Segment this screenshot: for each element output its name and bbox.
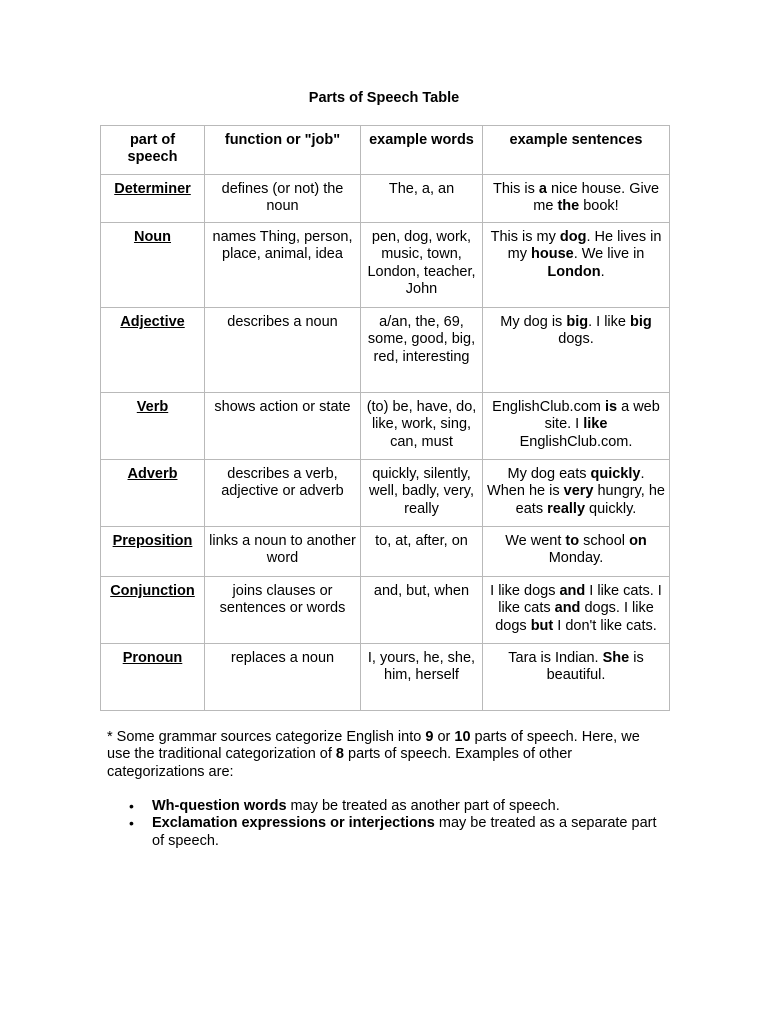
part-name: Pronoun [101,644,205,711]
list-item [107,798,667,815]
footnote: * Some grammar sources categorize English into 9 or 10 parts of speech. Here, we use the traditional categorization of 8 parts of speech. Examples of other categorizations are: [107,729,640,780]
part-name: Preposition [101,527,205,577]
parts-of-speech-table [100,125,670,711]
example-words: I, yours, he, she, him, herself [361,644,483,711]
example-sentence: I like dogs and I like cats. I like cats and dogs. I like dogs but I don't like cats. [483,577,670,644]
example-words: pen, dog, work, music, town, London, teacher, John [361,223,483,308]
table-row [101,308,670,393]
part-function: describes a verb, adjective or adverb [205,460,361,527]
part-name: Adverb [101,460,205,527]
example-sentence: My dog eats quickly. When he is very hungry, he eats really quickly. [483,460,670,527]
example-sentence: We went to school on Monday. [483,527,670,577]
header-example-words: example words [361,126,483,175]
example-words: (to) be, have, do, like, work, sing, can, must [361,393,483,460]
part-function: links a noun to another word [205,527,361,577]
header-example-sentences: example sentences [483,126,670,175]
part-name: Adjective [101,308,205,393]
table-row [101,577,670,644]
list-item-text: Exclamation expressions or interjections may be treated as a separate part of speech. [152,815,657,849]
part-function: defines (or not) the noun [205,175,361,223]
example-words: a/an, the, 69, some, good, big, red, interesting [361,308,483,393]
table-header-row [101,126,670,175]
example-words: quickly, silently, well, badly, very, really [361,460,483,527]
table-row [101,460,670,527]
table-row [101,644,670,711]
example-sentence: My dog is big. I like big dogs. [483,308,670,393]
example-words: and, but, when [361,577,483,644]
part-name: Conjunction [101,577,205,644]
part-name: Determiner [101,175,205,223]
bullet-icon: • [129,798,134,814]
example-words: to, at, after, on [361,527,483,577]
header-function: function or "job" [205,126,361,175]
part-function: describes a noun [205,308,361,393]
part-function: shows action or state [205,393,361,460]
part-name: Noun [101,223,205,308]
bullet-list [107,798,667,850]
part-function: replaces a noun [205,644,361,711]
part-function: joins clauses or sentences or words [205,577,361,644]
part-function: names Thing, person, place, animal, idea [205,223,361,308]
example-sentence: EnglishClub.com is a web site. I like EnglishClub.com. [483,393,670,460]
list-item [107,815,667,850]
example-sentence: Tara is Indian. She is beautiful. [483,644,670,711]
part-name: Verb [101,393,205,460]
example-sentence: This is a nice house. Give me the book! [483,175,670,223]
header-part-of-speech: part of speech [101,126,205,175]
list-item-text: Wh-question words may be treated as another part of speech. [152,798,560,814]
table-row [101,527,670,577]
table-row [101,393,670,460]
page-title: Parts of Speech Table [308,90,460,106]
table-row [101,175,670,223]
example-words: The, a, an [361,175,483,223]
table-row [101,223,670,308]
example-sentence: This is my dog. He lives in my house. We live in London. [483,223,670,308]
bullet-icon: • [129,815,134,832]
